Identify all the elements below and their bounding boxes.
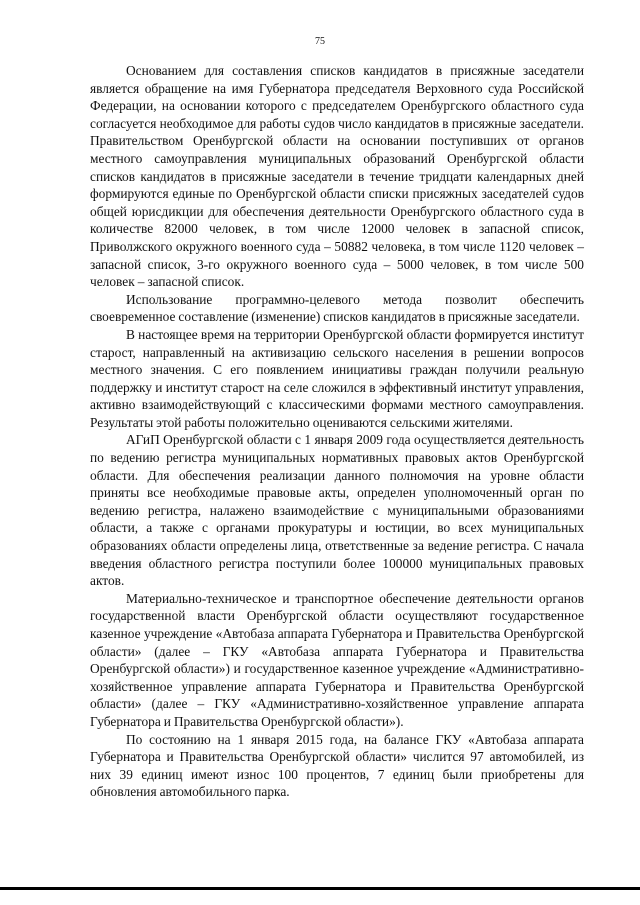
paragraph-village-elders: В настоящее время на территории Оренбургской области формируется институт старост, направленный на активизацию сельского населения в решении вопросов местного значения. С его появлением инициативы граждан получили реальную поддержку и институт старост на селе сложился в эффективный институт управления, активно взаимодействующий с классическими формами местного самоуправления. Результаты этой работы положительно оцениваются сельскими жителями. xyxy=(90,326,584,430)
paragraph-municipal-register: АГиП Оренбургской области с 1 января 2009 года осуществляется деятельность по ведению регистра муниципальных нормативных правовых актов Оренбургской области. Для обеспечения реализации данного полномочия на уровне области приняты все необходимые правовые акты, определен уполномоченный орган по ведению регистра, налажено взаимодействие с муниципальными образованиями области, а также с органами прокуратуры и юстиции, во всех муниципальных образованиях области определены лица, ответственные за ведение регистра. С начала введения областного регистра поступили более 100000 муниципальных правовых актов. xyxy=(90,432,584,589)
paragraph-vehicle-fleet: По состоянию на 1 января 2015 года, на балансе ГКУ «Автобаза аппарата Губернатора и Правительства Оренбургской области» числится 97 автомобилей, из них 39 единиц имеют износ 100 процентов, 7 единиц были приобретены для обновления автомобильного парка. xyxy=(90,731,584,800)
paragraph-logistics-support: Материально-техническое и транспортное обеспечение деятельности органов государственной власти Оренбургской области осуществляют государственное казенное учреждение «Автобаза аппарата Губернатора и Правительства Оренбургской области» (далее – ГКУ «Автобаза аппарата Губернатора и Правительства Оренбургской области») и государственное казенное учреждение «Административно-хозяйственное управление аппарата Губернатора и Правительства Оренбургской области» (далее – ГКУ «Административно-хозяйственное управление аппарата Губернатора и Правительства Оренбургской области»). xyxy=(90,590,584,729)
paragraph-jury-lists: Основанием для составления списков кандидатов в присяжные заседатели является обращение на имя Губернатора председателя Верховного суда Российской Федерации, на основании которого с председателем Оренбургского областного суда согласуется необходимое для работы судов число кандидатов в присяжные заседатели. Правительством Оренбургской области на основании поступивших от органов местного самоуправления муниципальных образований Оренбургской области списков кандидатов в присяжные заседатели в течение тридцати календарных дней формируются единые по Оренбургской области списки присяжных заседателей судов общей юрисдикции для обеспечения деятельности Оренбургского областного суда в количестве 82000 человек, в том числе 12000 человек в запасной список, Приволжского окружного военного суда – 50882 человека, в том числе 1120 человек – запасной список, 3-го окружного военного суда – 5000 человек, в том числе 500 человек – запасной список. xyxy=(90,63,584,290)
bottom-rule xyxy=(0,887,640,890)
page-number: 75 xyxy=(315,36,325,47)
paragraph-program-method: Использование программно-целевого метода позволит обеспечить своевременное составление (изменение) списков кандидатов в присяжные заседатели. xyxy=(90,291,584,325)
document-body xyxy=(90,62,584,801)
